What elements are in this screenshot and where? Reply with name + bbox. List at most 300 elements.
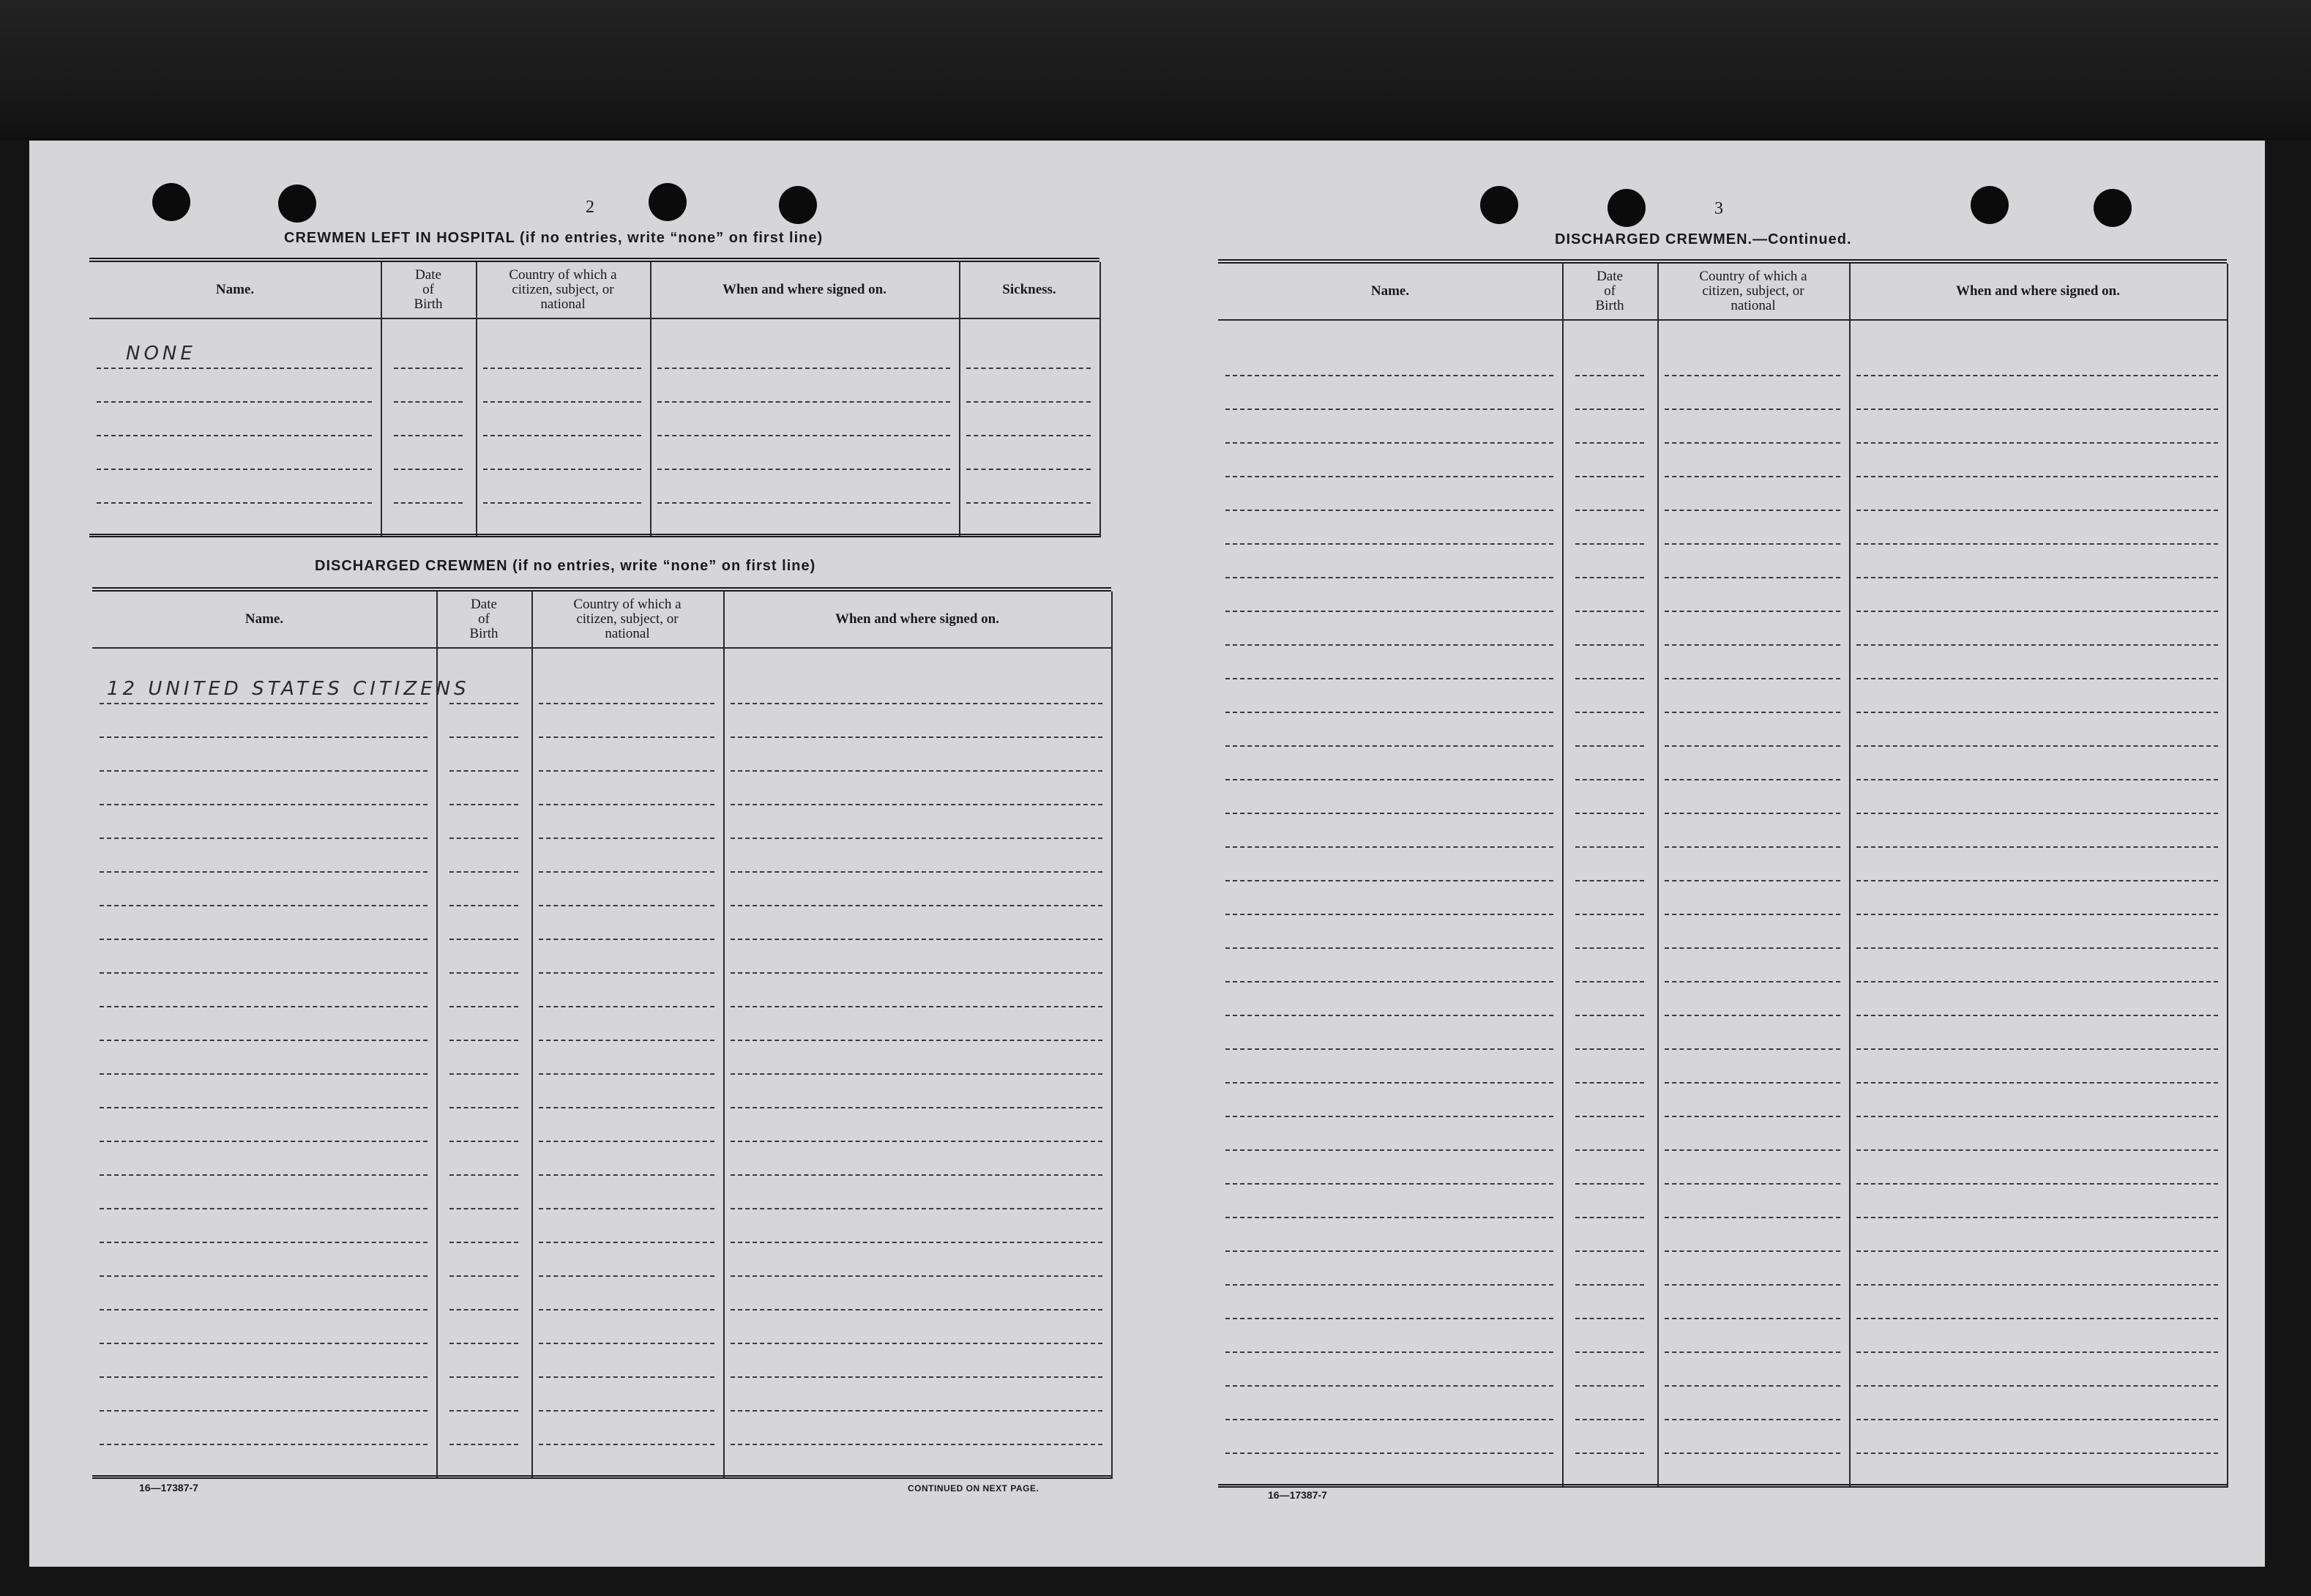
column-header: When and where signed on. (723, 592, 1111, 649)
table-row (1225, 1218, 1553, 1252)
country-column (531, 592, 725, 1479)
table-row (731, 1075, 1102, 1108)
discharged-section-title: DISCHARGED CREWMEN (if no entries, write “none” on first line) (315, 558, 816, 574)
punch-hole (1971, 186, 2009, 224)
table-row (1856, 1084, 2218, 1117)
table-row (1856, 982, 2218, 1016)
table-row (449, 1277, 518, 1310)
table-row (100, 1075, 428, 1108)
table-row (1856, 1050, 2218, 1084)
table-row (449, 1310, 518, 1344)
table-row (539, 1108, 714, 1142)
column-header: Date of Birth (1562, 264, 1657, 321)
table-row (539, 940, 714, 974)
table-row (449, 704, 518, 738)
name-column (89, 262, 382, 537)
table-row (731, 1412, 1102, 1445)
table-row (539, 1445, 714, 1479)
table-row (1575, 1218, 1644, 1252)
table-row (1856, 343, 2218, 376)
table-row (1856, 646, 2218, 679)
table-row (657, 436, 950, 470)
table-row (449, 1108, 518, 1142)
table-row (1665, 848, 1840, 881)
table-row (539, 974, 714, 1007)
table-row (449, 906, 518, 940)
table-row (539, 1412, 714, 1445)
table-row (1856, 747, 2218, 780)
table-row (100, 1007, 428, 1041)
table-row (1575, 982, 1644, 1016)
table-row (1665, 444, 1840, 477)
table-row (1856, 814, 2218, 848)
table-row (1856, 376, 2218, 410)
table-row (1856, 1319, 2218, 1353)
row-lines (449, 671, 518, 1479)
table-row (1856, 1151, 2218, 1185)
row-lines (483, 335, 641, 537)
table-row (1856, 1353, 2218, 1387)
table-row (731, 738, 1102, 772)
table-row (394, 504, 463, 537)
table-row (1225, 511, 1553, 545)
table-row (1665, 1117, 1840, 1151)
table-row (1225, 713, 1553, 747)
table-row (449, 805, 518, 839)
table-row (1665, 982, 1840, 1016)
row-lines (1575, 343, 1644, 1488)
table-row (1856, 1420, 2218, 1454)
table-row (394, 335, 463, 369)
table-row (731, 1344, 1102, 1378)
table-row (100, 738, 428, 772)
table-row (1225, 982, 1553, 1016)
table-row (394, 436, 463, 470)
table-row (539, 1209, 714, 1243)
table-row (1665, 679, 1840, 713)
table-row (731, 1176, 1102, 1209)
table-row (731, 671, 1102, 704)
table-row (1665, 376, 1840, 410)
table-row (483, 436, 641, 470)
table-row (657, 335, 950, 369)
table-row (483, 369, 641, 403)
table-row (1225, 343, 1553, 376)
table-row (1575, 343, 1644, 376)
table-row (100, 974, 428, 1007)
table-row (539, 906, 714, 940)
column-header: Date of Birth (436, 592, 531, 649)
table-bottom-rule (92, 1475, 1111, 1479)
punch-hole (779, 186, 817, 224)
table-row (966, 470, 1091, 504)
table-row (1856, 1286, 2218, 1319)
table-row (449, 940, 518, 974)
table-row (97, 335, 372, 369)
table-row (1575, 511, 1644, 545)
hospital-section-title: CREWMEN LEFT IN HOSPITAL (if no entries, write “none” on first line) (284, 230, 824, 246)
table-row (1225, 780, 1553, 814)
table-row (394, 369, 463, 403)
table-row (1665, 1151, 1840, 1185)
table-row (731, 704, 1102, 738)
table-row (1665, 1420, 1840, 1454)
punch-hole (1608, 189, 1646, 227)
row-lines (966, 335, 1091, 537)
table-row (97, 436, 372, 470)
table-row (449, 1176, 518, 1209)
page-number-right: 3 (1714, 199, 1723, 218)
table-row (1856, 848, 2218, 881)
table-row (100, 805, 428, 839)
name-column (92, 592, 470, 1479)
table-row (1856, 1218, 2218, 1252)
table-row (1575, 1185, 1644, 1218)
table-row (1575, 1387, 1644, 1420)
table-row (1575, 780, 1644, 814)
table-row (97, 470, 372, 504)
table-row (539, 738, 714, 772)
date-of-birth-column (381, 262, 477, 537)
table-row (483, 403, 641, 436)
table-row (1225, 1353, 1553, 1387)
table-row (1225, 612, 1553, 646)
table-row (731, 839, 1102, 873)
table-row (539, 1378, 714, 1412)
table-row (1225, 1016, 1553, 1050)
table-row (1575, 1252, 1644, 1286)
continued-note: CONTINUED ON NEXT PAGE. (908, 1483, 1039, 1494)
table-row (731, 1277, 1102, 1310)
table-row (539, 1142, 714, 1176)
table-row (1665, 915, 1840, 949)
table-row (731, 974, 1102, 1007)
table-row (1575, 713, 1644, 747)
table-row (1575, 578, 1644, 612)
table-row (1225, 545, 1553, 578)
country-column (1657, 264, 1851, 1488)
table-row (731, 772, 1102, 805)
table-row (1225, 376, 1553, 410)
table-row (1856, 410, 2218, 444)
table-row (539, 772, 714, 805)
table-row (1575, 1117, 1644, 1151)
table-row (1575, 881, 1644, 915)
signed-on-column (650, 262, 960, 537)
row-lines (731, 671, 1102, 1479)
table-row (1665, 1286, 1840, 1319)
table-row (1665, 780, 1840, 814)
table-row (100, 1041, 428, 1075)
table-row (539, 1243, 714, 1277)
table-row (657, 369, 950, 403)
table-row (100, 1176, 428, 1209)
sickness-column (959, 262, 1101, 537)
table-row (1665, 814, 1840, 848)
table-row (1665, 881, 1840, 915)
column-header: When and where signed on. (650, 262, 959, 319)
table-row (100, 1209, 428, 1243)
table-row (100, 873, 428, 906)
table-row (100, 671, 470, 704)
table-row (966, 504, 1091, 537)
table-row (100, 1310, 428, 1344)
table-row (1225, 1117, 1553, 1151)
table-row (449, 671, 518, 704)
table-row (731, 1142, 1102, 1176)
table-bottom-rule (89, 534, 1100, 537)
table-row (1225, 578, 1553, 612)
discharged-continued-table (1218, 259, 2227, 1488)
table-row (100, 704, 428, 738)
table-row (1225, 1420, 1553, 1454)
table-row (539, 1075, 714, 1108)
handwritten-entry: 12 UNITED STATES CITIZENS (107, 678, 470, 700)
table-row (449, 1243, 518, 1277)
table-row (1575, 1084, 1644, 1117)
table-row (1665, 713, 1840, 747)
table-row (1856, 1387, 2218, 1420)
table-row (483, 335, 641, 369)
table-row (1856, 915, 2218, 949)
table-row (731, 940, 1102, 974)
table-row (1225, 646, 1553, 679)
table-row (100, 1277, 428, 1310)
table-row (100, 1378, 428, 1412)
table-row (539, 1041, 714, 1075)
table-row (1225, 1286, 1553, 1319)
table-row (97, 504, 372, 537)
table-row (1575, 1016, 1644, 1050)
table-row (1575, 949, 1644, 982)
table-row (100, 772, 428, 805)
signed-on-column (723, 592, 1113, 1479)
table-row (449, 738, 518, 772)
table-row (657, 504, 950, 537)
table-row (657, 403, 950, 436)
table-row (1856, 545, 2218, 578)
table-row (1225, 477, 1553, 511)
table-row (1665, 343, 1840, 376)
table-row (1575, 410, 1644, 444)
table-row (731, 1243, 1102, 1277)
table-row (449, 1209, 518, 1243)
table-row (539, 704, 714, 738)
table-row (539, 1007, 714, 1041)
table-row (1225, 1319, 1553, 1353)
scan-background (0, 0, 2311, 141)
column-header: Country of which a citizen, subject, or national (1657, 264, 1849, 321)
date-of-birth-column (436, 592, 533, 1479)
table-row (1856, 1185, 2218, 1218)
table-row (1856, 511, 2218, 545)
signed-on-column (1849, 264, 2228, 1488)
table-row (1856, 679, 2218, 713)
table-row (1575, 545, 1644, 578)
table-row (449, 1378, 518, 1412)
table-row (1225, 915, 1553, 949)
table-row (1575, 848, 1644, 881)
handwritten-entry: NONE (126, 343, 196, 365)
table-row (97, 369, 372, 403)
table-row (1575, 915, 1644, 949)
form-code-right: 16—17387-7 (1268, 1489, 1327, 1501)
table-row (1665, 1084, 1840, 1117)
row-lines (394, 335, 463, 537)
table-row (539, 805, 714, 839)
form-sheet (29, 141, 2265, 1567)
table-row (731, 1310, 1102, 1344)
table-row (1575, 1353, 1644, 1387)
table-row (1225, 1454, 1553, 1488)
table-row (449, 1445, 518, 1479)
table-row (1856, 477, 2218, 511)
table-row (1665, 747, 1840, 780)
table-row (100, 1344, 428, 1378)
column-header: Name. (92, 592, 436, 649)
table-row (1665, 545, 1840, 578)
table-row (1225, 1084, 1553, 1117)
discharged-continued-title: DISCHARGED CREWMEN.—Continued. (1555, 231, 1852, 247)
table-row (1665, 1050, 1840, 1084)
table-row (97, 403, 372, 436)
row-lines (1665, 343, 1840, 1488)
table-row (1665, 1319, 1840, 1353)
punch-hole (2094, 189, 2132, 227)
table-row (1665, 1185, 1840, 1218)
table-row (1225, 1151, 1553, 1185)
date-of-birth-column (1562, 264, 1659, 1488)
table-row (1225, 814, 1553, 848)
table-row (1225, 747, 1553, 780)
table-row (539, 839, 714, 873)
table-row (394, 403, 463, 436)
table-row (731, 1209, 1102, 1243)
table-row (1575, 1454, 1644, 1488)
name-column (1218, 264, 1564, 1488)
table-row (1575, 1420, 1644, 1454)
table-row (1665, 612, 1840, 646)
table-row (966, 436, 1091, 470)
row-lines (1856, 343, 2218, 1488)
table-row (1575, 1151, 1644, 1185)
table-row (1665, 1218, 1840, 1252)
table-row (100, 940, 428, 974)
table-row (449, 974, 518, 1007)
table-row (539, 873, 714, 906)
table-row (657, 470, 950, 504)
discharged-table (92, 587, 1111, 1479)
table-row (1665, 477, 1840, 511)
table-row (1575, 1286, 1644, 1319)
column-header: Date of Birth (381, 262, 476, 319)
column-header: When and where signed on. (1849, 264, 2227, 321)
table-row (966, 335, 1091, 369)
table-row (1225, 949, 1553, 982)
table-row (483, 504, 641, 537)
table-row (1856, 1252, 2218, 1286)
table-row (1856, 780, 2218, 814)
table-row (1665, 646, 1840, 679)
table-row (100, 839, 428, 873)
table-row (100, 1142, 428, 1176)
table-row (539, 671, 714, 704)
table-row (449, 1075, 518, 1108)
table-row (449, 1041, 518, 1075)
table-row (1225, 848, 1553, 881)
table-row (449, 873, 518, 906)
table-row (539, 1310, 714, 1344)
table-row (1225, 1387, 1553, 1420)
table-row (449, 1007, 518, 1041)
punch-hole (1480, 186, 1518, 224)
table-row (1856, 578, 2218, 612)
table-row (1856, 444, 2218, 477)
table-row (1665, 410, 1840, 444)
table-row (100, 1243, 428, 1277)
table-row (731, 1041, 1102, 1075)
table-row (100, 1108, 428, 1142)
table-row (731, 1007, 1102, 1041)
table-row (1225, 1252, 1553, 1286)
table-row (100, 906, 428, 940)
table-row (449, 1344, 518, 1378)
table-row (1575, 612, 1644, 646)
table-row (1225, 1050, 1553, 1084)
table-row (1575, 1319, 1644, 1353)
table-row (731, 873, 1102, 906)
table-row (449, 1412, 518, 1445)
page-number-left: 2 (586, 198, 594, 217)
table-row (449, 1142, 518, 1176)
column-header: Name. (1218, 264, 1562, 321)
table-row (1856, 1117, 2218, 1151)
punch-hole (152, 183, 190, 221)
table-row (100, 1412, 428, 1445)
table-row (100, 1445, 428, 1479)
table-row (1665, 578, 1840, 612)
table-row (1575, 679, 1644, 713)
table-row (483, 470, 641, 504)
table-row (1225, 679, 1553, 713)
table-row (1575, 444, 1644, 477)
table-row (731, 1445, 1102, 1479)
column-header: Name. (89, 262, 381, 319)
table-row (1575, 477, 1644, 511)
table-row (1856, 612, 2218, 646)
table-row (1856, 1454, 2218, 1488)
column-header: Country of which a citizen, subject, or national (531, 592, 723, 649)
table-row (731, 805, 1102, 839)
table-row (1665, 1387, 1840, 1420)
row-lines (1225, 343, 1553, 1488)
row-lines (97, 335, 372, 537)
table-row (1575, 747, 1644, 780)
punch-hole (649, 183, 687, 221)
country-column (476, 262, 652, 537)
table-row (539, 1344, 714, 1378)
row-lines (657, 335, 950, 537)
table-row (966, 403, 1091, 436)
table-row (1856, 949, 2218, 982)
table-row (1575, 646, 1644, 679)
form-code-left: 16—17387-7 (139, 1482, 198, 1494)
hospital-table (89, 258, 1100, 537)
table-row (539, 1277, 714, 1310)
table-row (1225, 410, 1553, 444)
table-row (1575, 814, 1644, 848)
table-row (1665, 511, 1840, 545)
